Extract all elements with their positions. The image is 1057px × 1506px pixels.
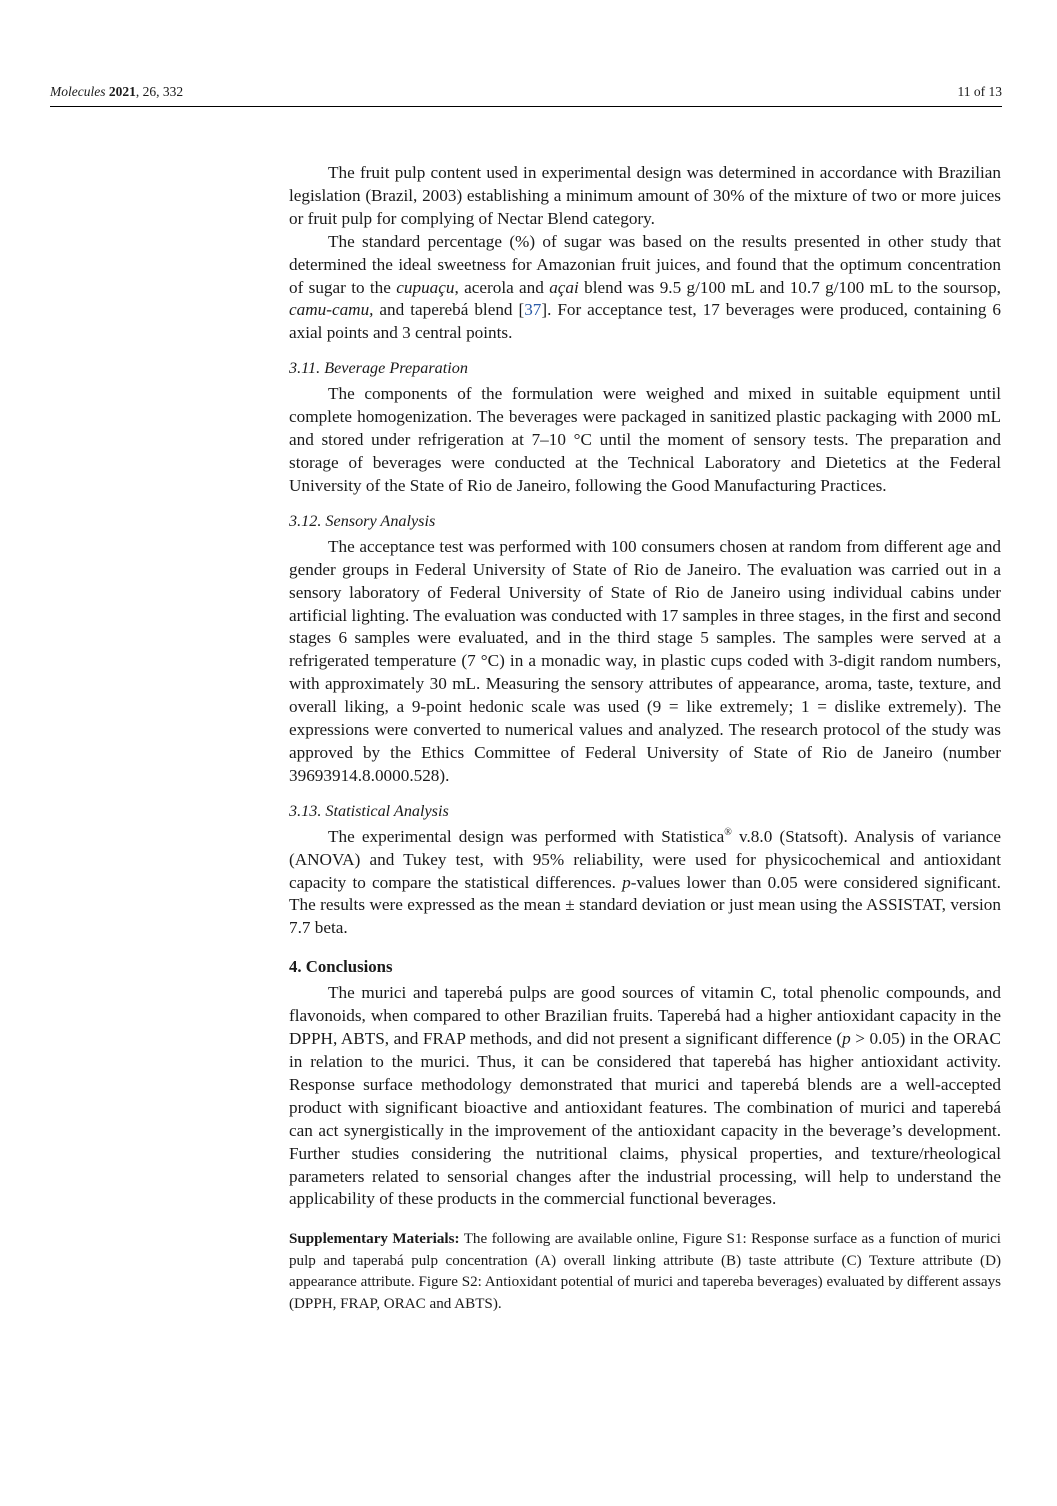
section-heading-3-12: 3.12. Sensory Analysis	[289, 511, 436, 530]
paragraph-sugar: The standard percentage (%) of sugar was based on the results presented in other study that determined the ideal sweetness for Amazonian fruit juices, and found that the optimum concentration of sugar to the cupuaçu, acerola and açai blend was 9.5 g/100 mL and 10.7 g/100 mL to the soursop, camu-camu, and taperebá blend [37]. For acceptance test, 17 beverages were produced, containing 6 axial points and 3 central points.	[289, 231, 1001, 343]
supplementary-materials: Supplementary Materials: The following are available online, Figure S1: Response surface as a function of murici pulp and taperabá pulp concentration (A) overall linking attribute (B) taste attribute (C) Texture attribute (D) appearance attribute. Figure S2: Antioxidant potential of murici and tapereba beverages) evaluated by different assays (DPPH, FRAP, ORAC and ABTS).	[289, 1231, 1001, 1312]
section-heading-3-11: 3.11. Beverage Preparation	[289, 359, 468, 378]
paragraph-fruit-pulp: The fruit pulp content used in experimental design was determined in accordance with Brazilian legislation (Brazil, 2003) establishing a minimum amount of 30% of the mixture of two or more juices or fruit pulp for complying of Nectar Blend category.	[289, 163, 1001, 228]
reference-link[interactable]: 37	[524, 300, 542, 320]
supplementary-label: Supplementary Materials:	[289, 1231, 460, 1248]
paragraph-conclusions: The murici and taperebá pulps are good sources of vitamin C, total phenolic compounds, and flavonoids, when compared to other Brazilian fruits. Taperebá had a higher antioxidant capacity in the DPPH, ABTS, and FRAP methods, and did not present a significant difference (p > 0.05) in the ORAC in relation to the murici. Thus, it can be considered that taperebá has higher antioxidant activity. Response surface methodology demonstrated that murici and taperebá blends are a well-accepted product with significant bioactive and antioxidant features. The combination of murici and taperebá can act synergistically in the improvement of the antioxidant capacity in the beverage’s development. Further studies considering the nutritional claims, physical properties, and texture/rheological parameters related to sensorial changes after the industrial processing, will help to understand the applicability of these products in the commercial functional beverages.	[289, 983, 1001, 1209]
paragraph-statistical-analysis: The experimental design was performed with Statistica® v.8.0 (Statsoft). Analysis of variance (ANOVA) and Tukey test, with 95% reliability, were used for physicochemical and antioxidant capacity to compare the statistical differences. p-values lower than 0.05 were considered significant. The results were expressed as the mean ± standard deviation or just mean using the ASSISTAT, version 7.7 beta.	[289, 826, 1001, 938]
page-header	[50, 84, 1002, 107]
paragraph-beverage-preparation: The components of the formulation were weighed and mixed in suitable equipment until complete homogenization. The beverages were packaged in sanitized plastic packaging with 2000 mL and stored under refrigeration at 7–10 °C until the moment of sensory tests. The preparation and storage of beverages were conducted at the Technical Laboratory and Dietetics at the Federal University of the State of Rio de Janeiro, following the Good Manufacturing Practices.	[289, 384, 1001, 495]
journal-name: Molecules	[50, 84, 106, 99]
paragraph-sensory-analysis: The acceptance test was performed with 100 consumers chosen at random from different age and gender groups in Federal University of State of Rio de Janeiro. The evaluation was carried out in a sensory laboratory of Federal University of State of Rio de Janeiro using individual cabins under artificial lighting. The evaluation was conducted with 17 samples in three stages, in the first and second stages 6 samples were evaluated, and in the third stage 5 samples. The samples were served at a refrigerated temperature (7 °C) in a monadic way, in plastic cups coded with 3-digit random numbers, with approximately 30 mL. Measuring the sensory attributes of appearance, aroma, taste, texture, and overall liking, a 9-point hedonic scale was used (9 = like extremely; 1 = dislike extremely). The expressions were converted to numerical values and analyzed. The research protocol of the study was approved by the Ethics Committee of Federal University of State of Rio de Janeiro (number 39693914.8.0000.528).	[289, 536, 1001, 785]
journal-volume: , 26, 332	[135, 84, 184, 99]
section-heading-3-13: 3.13. Statistical Analysis	[289, 801, 449, 820]
section-heading-conclusions: 4. Conclusions	[289, 957, 393, 977]
article-body	[289, 162, 1001, 1315]
journal-year: 2021	[108, 84, 136, 99]
page-number: 11 of 13	[957, 84, 1002, 99]
journal-citation	[50, 84, 183, 100]
